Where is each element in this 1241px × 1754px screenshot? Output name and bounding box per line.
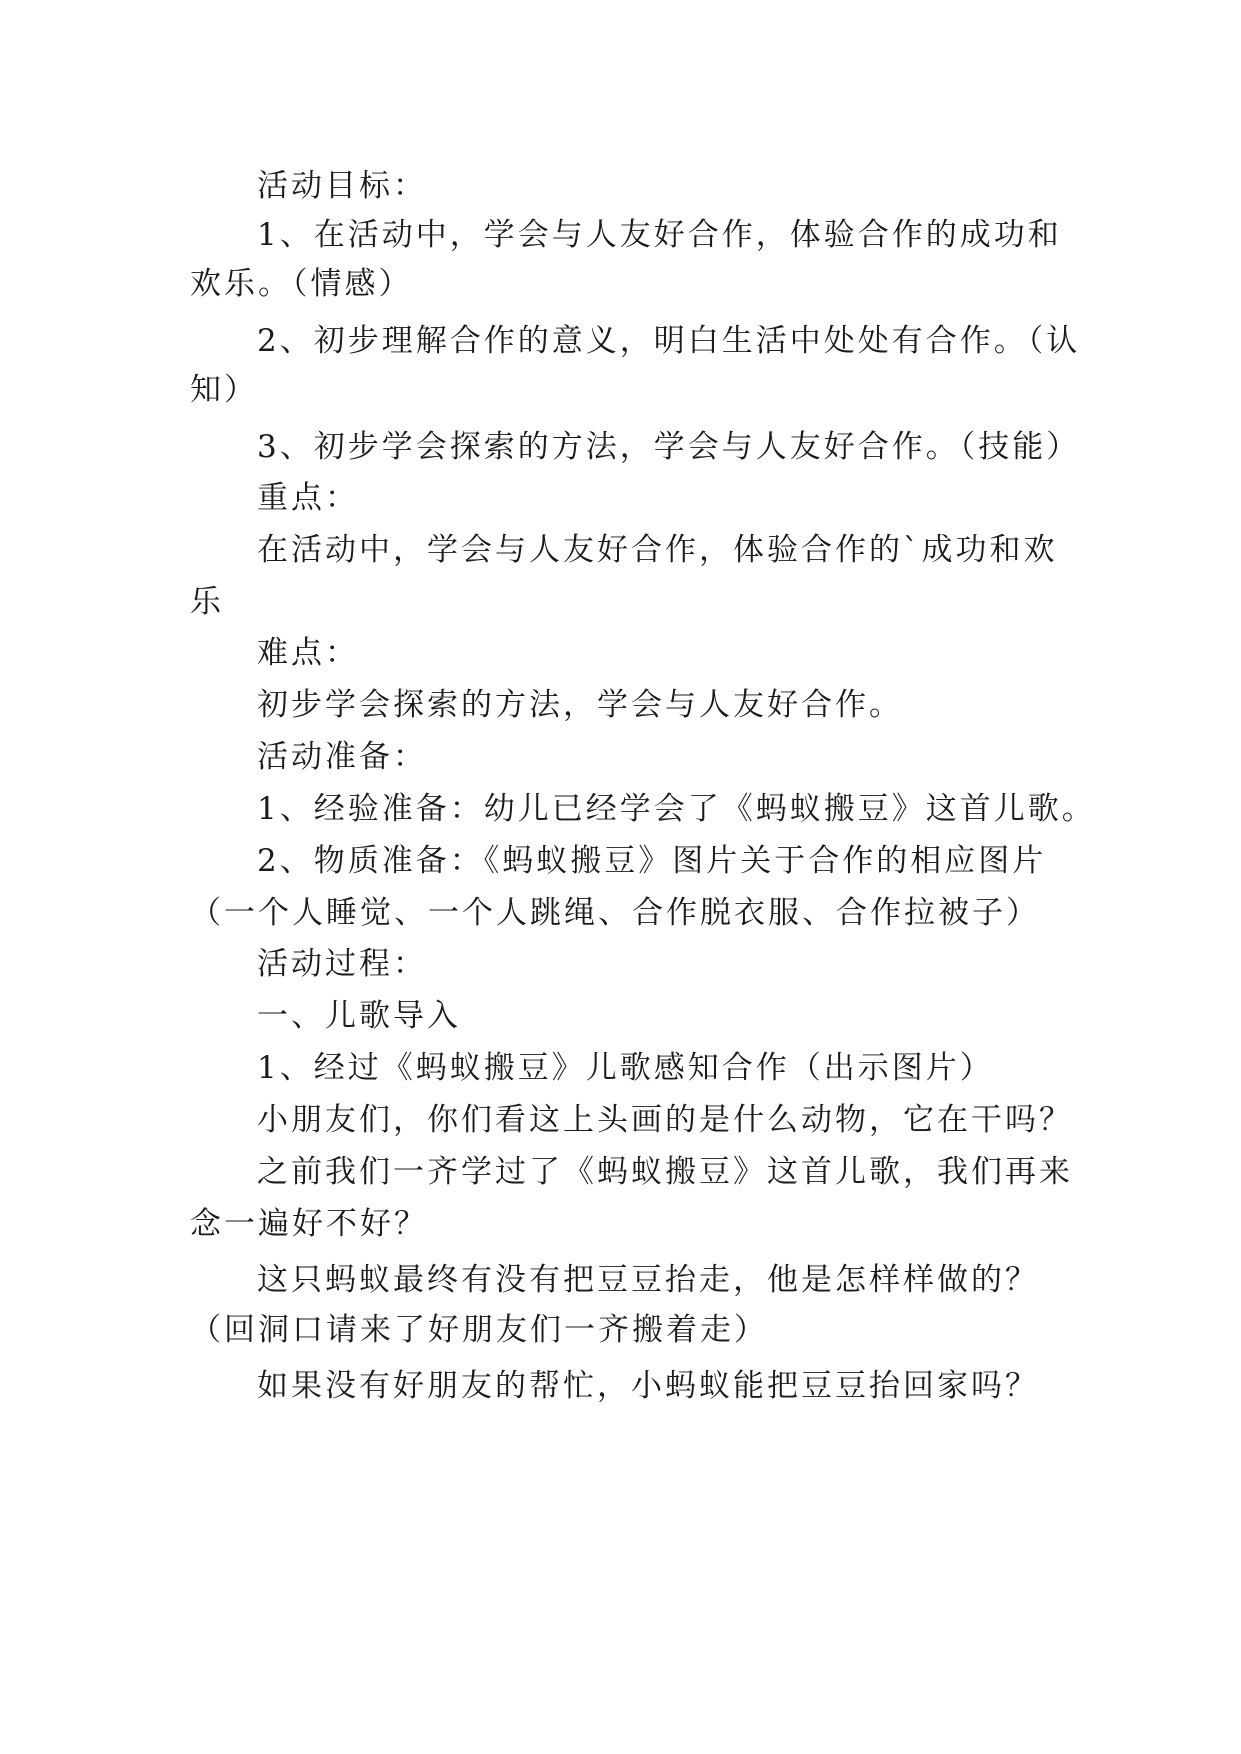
goal-2-continuation: 知） xyxy=(190,372,258,408)
heading-preparation: 活动准备： xyxy=(257,739,427,775)
key-point-text: 在活动中，学会与人友好合作，体验合作的`成功和欢 xyxy=(257,532,1058,568)
heading-key-point: 重点： xyxy=(257,480,359,516)
question-2-text: 之前我们一齐学过了《蚂蚁搬豆》这首儿歌，我们再来 xyxy=(257,1154,1073,1190)
key-point-continuation: 乐 xyxy=(190,584,224,620)
process-step-1-text: 1、经过《蚂蚁搬豆》儿歌感知合作（出示图片） xyxy=(257,1050,994,1086)
difficulty-text: 初步学会探索的方法，学会与人友好合作。 xyxy=(257,687,903,723)
heading-activity-goals: 活动目标： xyxy=(257,168,427,204)
heading-difficulty: 难点： xyxy=(257,635,359,671)
goal-2-text: 2、初步理解合作的意义，明白生活中处处有合作。（认 xyxy=(257,323,1081,359)
question-3-text: 这只蚂蚁最终有没有把豆豆抬走，他是怎样样做的？ xyxy=(257,1262,1039,1298)
question-4-text: 如果没有好朋友的帮忙，小蚂蚁能把豆豆抬回家吗？ xyxy=(257,1368,1039,1404)
goal-1-continuation: 欢乐。（情感） xyxy=(190,266,413,302)
heading-activity-process: 活动过程： xyxy=(257,946,427,982)
goal-1-text: 1、在活动中，学会与人友好合作，体验合作的成功和 xyxy=(257,217,1062,253)
preparation-2-continuation: （一个人睡觉、一个人跳绳、合作脱衣服、合作拉被子） xyxy=(190,895,1040,931)
goal-3-text: 3、初步学会探索的方法，学会与人友好合作。（技能） xyxy=(257,429,1081,465)
question-3-answer: （回洞口请来了好朋友们一齐搬着走） xyxy=(190,1312,768,1348)
question-2-continuation: 念一遍好不好？ xyxy=(190,1206,428,1242)
preparation-1-text: 1、经验准备：幼儿已经学会了《蚂蚁搬豆》这首儿歌。 xyxy=(257,791,1096,827)
question-1-text: 小朋友们，你们看这上头画的是什么动物，它在干吗？ xyxy=(257,1102,1073,1138)
process-section-1-title: 一、儿歌导入 xyxy=(257,998,461,1034)
preparation-2-text: 2、物质准备：《蚂蚁搬豆》图片关于合作的相应图片 xyxy=(257,843,1047,879)
